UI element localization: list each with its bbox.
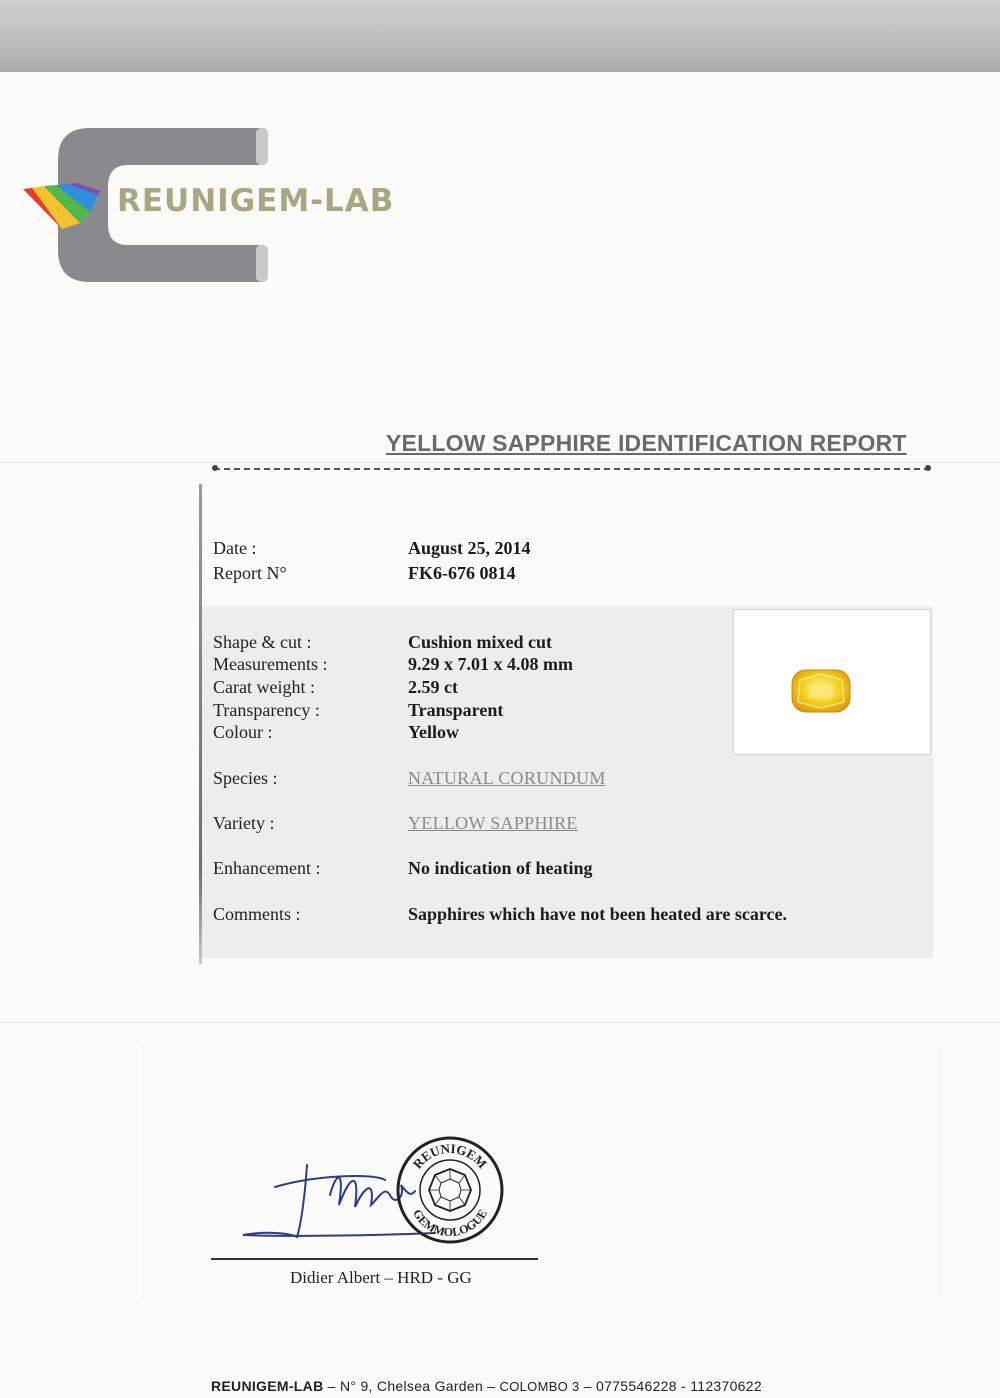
paper-fold-line [0,462,1000,463]
footer-address [211,1378,762,1394]
company-logo-text: REUNIGEM-LAB [117,183,395,219]
footer-company: REUNIGEM-LAB [211,1378,324,1394]
scan-header-shadow [0,0,1000,72]
carat-weight-label: Carat weight : [213,677,315,697]
paper-fold-line [0,1022,1000,1023]
date-label: Date : [213,538,257,558]
svg-text:REUNIGEM: REUNIGEM [409,1140,491,1172]
rule-dot [925,465,931,471]
gemstone-photo [733,609,931,755]
measurements-value: 9.29 x 7.01 x 4.08 mm [408,654,573,674]
variety-value: YELLOW SAPPHIRE [408,813,578,833]
transparency-value: Transparent [408,700,504,720]
signature-rule [211,1258,538,1260]
comments-value: Sapphires which have not been heated are scarce. [408,904,788,924]
transparency-label: Transparency : [213,700,320,720]
enhancement-value: No indication of heating [408,858,593,878]
enhancement-label: Enhancement : [213,858,321,878]
species-value: NATURAL CORUNDUM [408,768,606,788]
carat-weight-value: 2.59 ct [408,677,458,697]
colour-value: Yellow [408,722,459,742]
title-rule [214,468,930,470]
shape-value: Cushion mixed cut [408,632,553,652]
gemmologist-seal-stamp [395,1135,505,1245]
date-value: August 25, 2014 [408,538,531,558]
footer-city: COLOMBO 3 [499,1379,580,1394]
variety-label: Variety : [213,813,275,833]
report-title: YELLOW SAPPHIRE IDENTIFICATION REPORT [386,430,907,456]
colour-label: Colour : [213,722,273,742]
report-number-label: Report N° [213,563,287,583]
measurements-label: Measurements : [213,654,328,674]
yellow-sapphire-icon [790,668,852,714]
comments-label: Comments : [213,904,301,924]
footer-street: – N° 9, Chelsea Garden – [323,1378,500,1394]
footer-phones: – 0775546228 - 112370622 [579,1378,762,1394]
species-label: Species : [213,768,278,788]
shape-label: Shape & cut : [213,632,312,652]
svg-text:GEMMOLOGUE: GEMMOLOGUE [410,1206,490,1240]
report-number-value: FK6-676 0814 [408,563,516,583]
rule-dot [212,465,218,471]
signer-name: Didier Albert – HRD - GG [290,1268,472,1287]
